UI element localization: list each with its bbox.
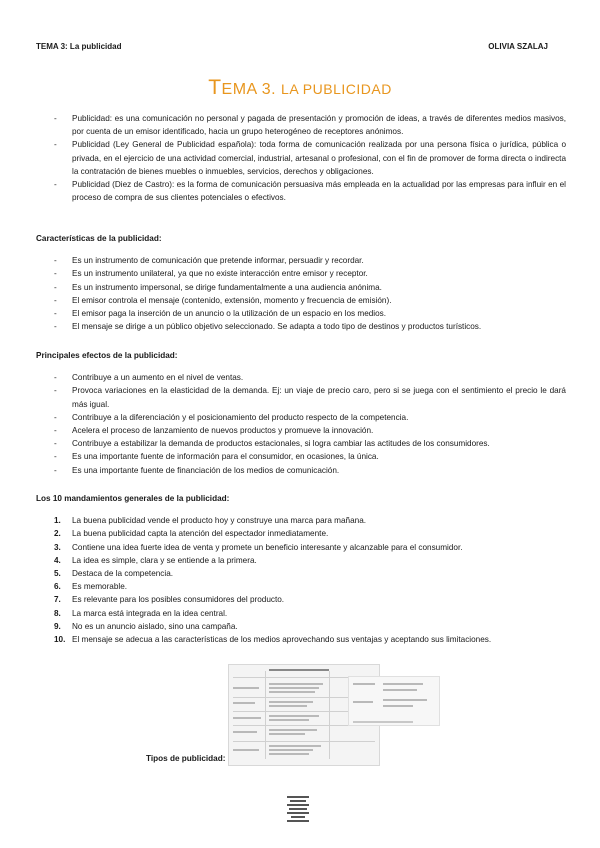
characteristics-section (36, 232, 566, 333)
list-item: 1. La buena publicidad vende el producto hoy y construye una marca para mañana. (54, 516, 367, 526)
commandments-heading: Los 10 mandamientos generales de la publicidad: (36, 494, 230, 503)
list-item: - El emisor paga la inserción de un anuncio o la utilización de un espacio en los medios. (36, 307, 566, 320)
title-main: EMA 3. (221, 81, 282, 98)
advertising-types-table-image-right (348, 676, 440, 726)
list-item: - Contribuye a estabilizar la demanda de productos estacionales, si logra cambiar las actitudes de los consumidores. (36, 437, 566, 450)
characteristics-heading: Características de la publicidad: (36, 234, 162, 243)
page-title (0, 76, 600, 100)
list-item: 2. La buena publicidad capta la atención del espectador inmediatamente. (54, 529, 329, 539)
header-left: TEMA 3: La publicidad (36, 42, 122, 51)
list-item: - Provoca variaciones en la elasticidad de la demanda. Ej: un viaje de precio caro, pero si se juega con el sentimiento el precio le dará más igual. (36, 384, 566, 410)
list-item: 3. Contiene una idea fuerte idea de venta y promete un beneficio interesante y alcanzable para el consumidor. (54, 542, 463, 552)
definitions-list (36, 112, 566, 204)
list-item: 10. El mensaje se adecua a las características de los medios aprovechando sus ventajas y aceptando sus limitaciones. (54, 635, 492, 645)
list-item: - Es un instrumento unilateral, ya que no existe interacción entre emisor y receptor. (36, 267, 566, 280)
title-initial: T (208, 76, 222, 99)
list-item: 9. No es un anuncio aislado, sino una campaña. (54, 621, 238, 631)
effects-section (36, 349, 566, 477)
figure-label: Tipos de publicidad: (146, 754, 226, 763)
effects-list (36, 371, 566, 477)
definitions-block (36, 112, 566, 204)
definition-item: - Publicidad: es una comunicación no personal y pagada de presentación y promoción de ideas, a través de diferentes medios masivos, por cuenta de un emisor identificado, hacia un grupo heterogéneo de receptores anónimos. (36, 112, 566, 138)
list-item: - Contribuye a la diferenciación y el posicionamiento del producto respecto de la competencia. (36, 411, 566, 424)
title-small: LA PUBLICIDAD (281, 81, 392, 97)
list-item: 6. Es memorable. (54, 582, 128, 592)
list-item: - El emisor controla el mensaje (contenido, extensión, momento y frecuencia de emisión). (36, 294, 566, 307)
definition-item: - Publicidad (Ley General de Publicidad española): toda forma de comunicación realizada por una persona física o jurídica, pública o privada, en el ejercicio de una actividad comercial, industrial, artesanal o profesional, con el fin de promover de forma directa o indirecta la contratación de bienes muebles o inmuebles, servicios, derechos y obligaciones. (36, 138, 566, 178)
list-item: - Es una importante fuente de información para el consumidor, en ocasiones, la única. (36, 450, 566, 463)
commandments-section (36, 492, 566, 646)
list-item: - El mensaje se dirige a un público objetivo seleccionado. Se adapta a todo tipo de destinos y productos turísticos. (36, 320, 566, 333)
qr-code-icon (287, 796, 309, 824)
list-item: - Es una importante fuente de financiación de los medios de comunicación. (36, 464, 566, 477)
list-item: 7. Es relevante para los posibles consumidores del producto. (54, 595, 285, 605)
definition-item: - Publicidad (Diez de Castro): es la forma de comunicación persuasiva más empleada en la actualidad por las empresas para influir en el proceso de compra de sus clientes potenciales o efectivos. (36, 178, 566, 204)
effects-heading: Principales efectos de la publicidad: (36, 351, 178, 360)
commandments-list (36, 514, 566, 646)
list-item: - Acelera el proceso de lanzamiento de nuevos productos y promueve la innovación. (36, 424, 566, 437)
list-item: 8. La marca está integrada en la idea central. (54, 608, 228, 618)
list-item: - Es un instrumento impersonal, se dirige fundamentalmente a una audiencia anónima. (36, 281, 566, 294)
characteristics-list (36, 254, 566, 333)
list-item: 5. Destaca de la competencia. (54, 569, 174, 579)
list-item: - Contribuye a un aumento en el nivel de ventas. (36, 371, 566, 384)
list-item: - Es un instrumento de comunicación que pretende informar, persuadir y recordar. (36, 254, 566, 267)
list-item: 4. La idea es simple, clara y se entiende a la primera. (54, 555, 257, 565)
header-right: OLIVIA SZALAJ (488, 42, 548, 51)
